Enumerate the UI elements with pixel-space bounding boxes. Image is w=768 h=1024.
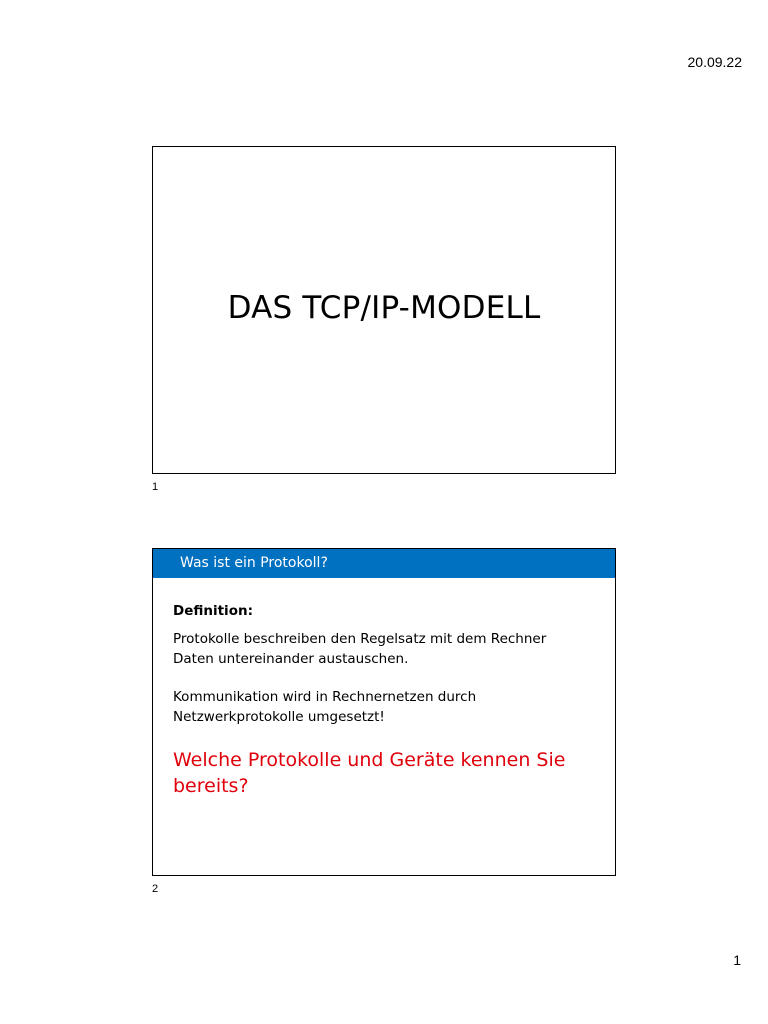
slide-2 bbox=[152, 548, 616, 876]
slide-number: 1 bbox=[152, 481, 159, 493]
definition-paragraph bbox=[173, 629, 595, 669]
communication-line: Netzwerkprotokolle umgesetzt! bbox=[173, 709, 385, 725]
slide-body bbox=[153, 578, 615, 799]
communication-paragraph bbox=[173, 687, 595, 727]
slide-1 bbox=[152, 146, 616, 474]
question-line: Welche Protokolle und Geräte kennen Sie bbox=[173, 749, 566, 771]
definition-line: Daten untereinander austauschen. bbox=[173, 651, 409, 667]
page-number: 1 bbox=[733, 952, 741, 968]
communication-line: Kommunikation wird in Rechnernetzen durch bbox=[173, 689, 477, 705]
question-line: bereits? bbox=[173, 775, 249, 797]
slide-number: 2 bbox=[152, 883, 159, 895]
definition-label: Definition: bbox=[173, 603, 253, 619]
slide-title: DAS TCP/IP-MODELL bbox=[227, 290, 541, 326]
definition-line: Protokolle beschreiben den Regelsatz mit dem Rechner bbox=[173, 631, 547, 647]
question-text bbox=[173, 747, 595, 799]
slide-header: Was ist ein Protokoll? bbox=[153, 549, 615, 578]
page-date: 20.09.22 bbox=[687, 54, 742, 70]
